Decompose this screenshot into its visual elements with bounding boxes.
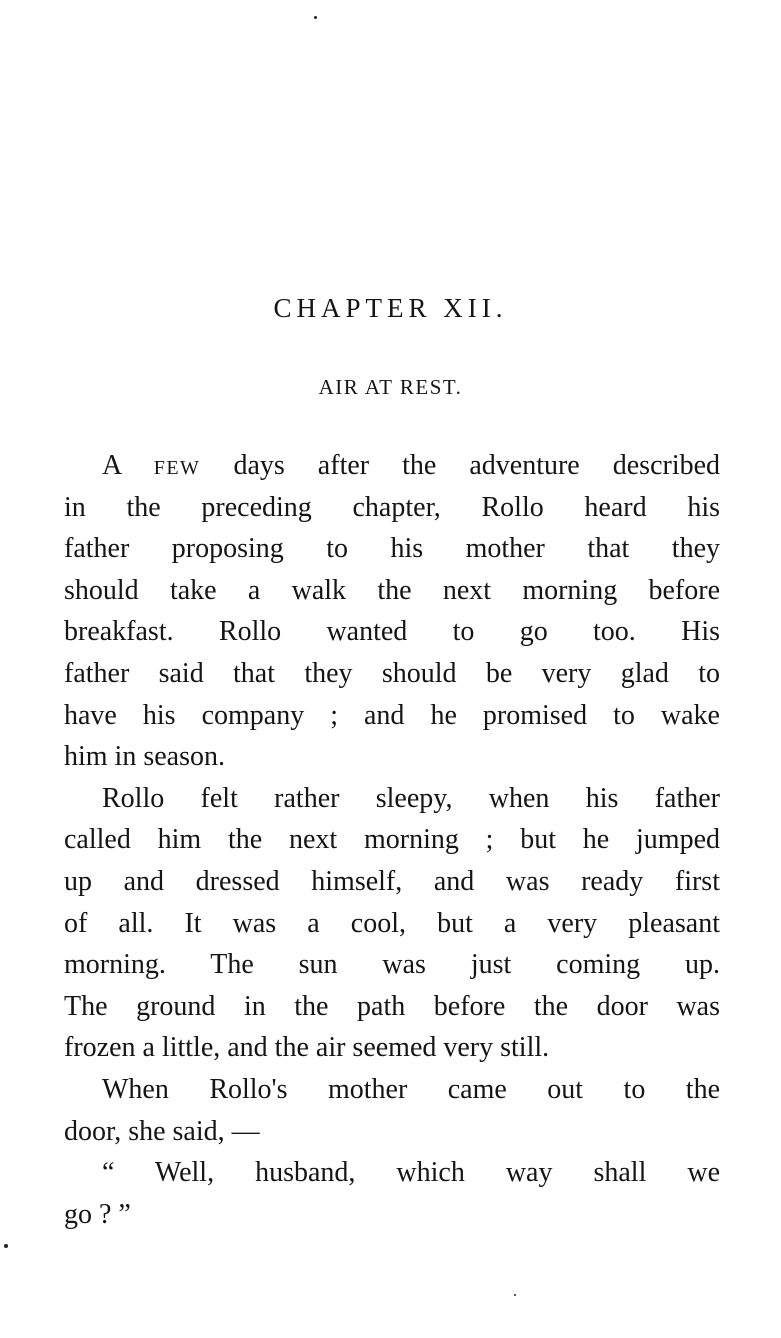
ink-speck (514, 1294, 516, 1296)
text-line: father said that they should be very glad to (64, 657, 720, 689)
paragraph-2 (64, 778, 720, 1069)
ink-speck (4, 1244, 8, 1248)
text-line: of all. It was a cool, but a very pleasant (64, 907, 720, 939)
paragraph-1 (64, 445, 720, 778)
ink-speck (314, 16, 317, 19)
text-line: morning. The sun was just coming up. (64, 949, 720, 981)
text-line: up and dressed himself, and was ready first (64, 865, 720, 897)
chapter-heading: CHAPTER XII. (273, 293, 508, 323)
text-line: in the preceding chapter, Rollo heard his (64, 491, 720, 523)
small-caps-word: FEW (153, 457, 201, 479)
text-line: him in season. (64, 741, 225, 773)
text-line: have his company ; and he promised to wake (64, 699, 720, 731)
body-text (64, 445, 720, 1235)
chapter-title: AIR AT REST. (318, 375, 463, 399)
first-word: A (102, 450, 121, 481)
paragraph-4 (64, 1152, 720, 1235)
text-line: should take a walk the next morning before (64, 574, 720, 606)
text-line: go ? ” (64, 1198, 131, 1230)
text-line: A FEW days after the adventure described (102, 450, 721, 481)
text-line: father proposing to his mother that they (64, 533, 720, 565)
text-line: called him the next morning ; but he jumped (64, 824, 720, 856)
text-line: “ Well, husband, which way shall we (102, 1157, 720, 1189)
text-line: Rollo felt rather sleepy, when his father (102, 782, 720, 814)
text-line: door, she said, — (64, 1115, 260, 1147)
paragraph-3 (64, 1069, 720, 1152)
text-line: breakfast. Rollo wanted to go too. His (64, 616, 720, 648)
text-line: frozen a little, and the air seemed very still. (64, 1032, 550, 1064)
text-line: The ground in the path before the door was (64, 990, 720, 1022)
text-line: When Rollo's mother came out to the (102, 1073, 720, 1105)
